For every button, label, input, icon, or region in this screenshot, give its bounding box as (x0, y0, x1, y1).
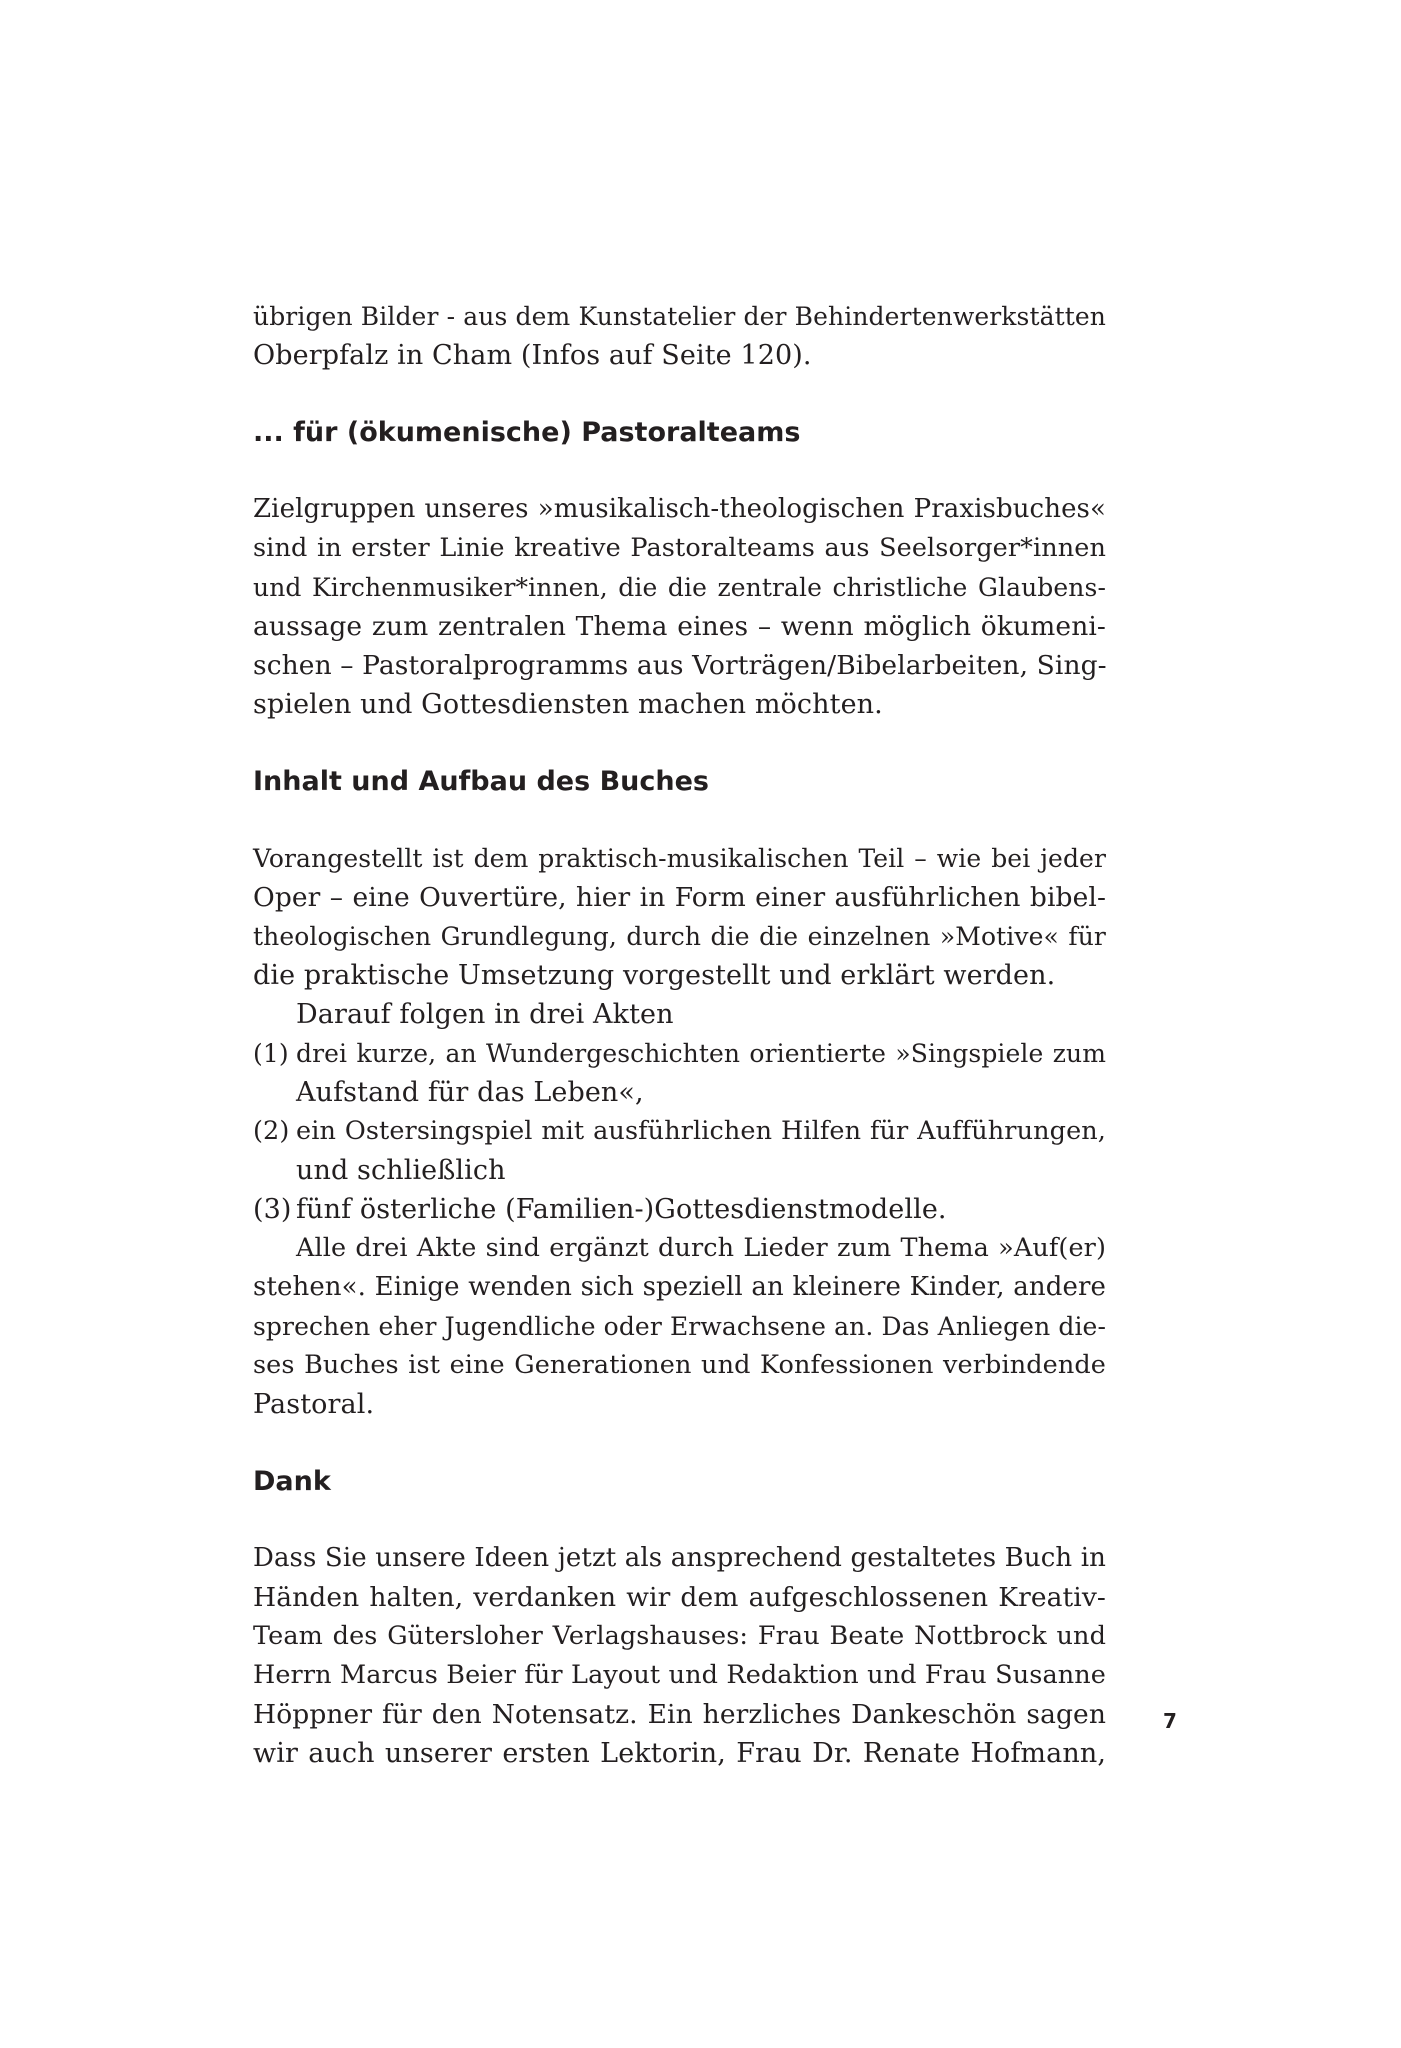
body-line: Team des Gütersloher Verlagshauses: Frau Beate Nottbrock und (253, 1621, 1106, 1651)
section-heading-pastoralteams: ... für (ökumenische) Pastoralteams (253, 417, 801, 448)
body-line: Herrn Marcus Beier für Layout und Redaktion und Frau Susanne (253, 1660, 1106, 1690)
body-line: wir auch unserer ersten Lektorin, Frau Dr. Renate Hofmann, (253, 1738, 1106, 1769)
body-line: spielen und Gottesdiensten machen möchten. (253, 689, 883, 720)
body-line: Alle drei Akte sind ergänzt durch Lieder zum Thema »Auf(er) (296, 1233, 1106, 1263)
list-intro: Darauf folgen in drei Akten (296, 999, 674, 1030)
body-line: Vorangestellt ist dem praktisch-musikalischen Teil – wie bei jeder (253, 844, 1106, 873)
section-heading-inhalt: Inhalt und Aufbau des Buches (253, 766, 709, 797)
section-heading-dank: Dank (253, 1466, 331, 1497)
list-number: (1) (253, 1039, 289, 1068)
body-line: Zielgruppen unseres »musikalisch-theologischen Praxisbuches« (253, 494, 1106, 524)
body-line: Oper – eine Ouvertüre, hier in Form einer ausführlichen bibel- (253, 882, 1106, 913)
list-item-continuation: Aufstand für das Leben«, (296, 1077, 644, 1108)
body-line: Pastoral. (253, 1389, 375, 1420)
body-line: und Kirchenmusiker*innen, die die zentrale christliche Glaubens- (253, 573, 1106, 602)
body-line: schen – Pastoralprogramms aus Vorträgen/Bibelarbeiten, Sing- (253, 650, 1107, 681)
body-line: stehen«. Einige wenden sich speziell an kleinere Kinder, andere (253, 1272, 1106, 1302)
page-body (253, 297, 1106, 1773)
body-line: ses Buches ist eine Generationen und Konfessionen verbindende (253, 1350, 1106, 1380)
list-item-continuation: und schließlich (296, 1155, 506, 1186)
body-line: übrigen Bilder - aus dem Kunstatelier der Behindertenwerkstätten (253, 302, 1106, 331)
list-number: (3) (253, 1194, 292, 1225)
list-number: (2) (253, 1116, 290, 1146)
list-item-2 (253, 1112, 1106, 1151)
body-line: theologischen Grundlegung, durch die die einzelnen »Motive« für (253, 922, 1106, 951)
body-line: Höppner für den Notensatz. Ein herzliches Dankeschön sagen (253, 1699, 1106, 1730)
body-line: sind in erster Linie kreative Pastoralteams aus Seelsorger*innen (253, 533, 1106, 563)
body-line: Dass Sie unsere Ideen jetzt als ansprechend gestaltetes Buch in (253, 1543, 1106, 1573)
list-item-text: drei kurze, an Wundergeschichten orientierte »Singspiele zum (296, 1039, 1106, 1068)
list-item-3 (253, 1190, 1106, 1229)
body-line: aussage zum zentralen Thema eines – wenn möglich ökumeni- (253, 611, 1106, 642)
list-item-text: ein Ostersingspiel mit ausführlichen Hilfen für Aufführungen, (296, 1116, 1106, 1146)
body-line: Händen halten, verdanken wir dem aufgeschlossenen Kreativ- (253, 1582, 1106, 1613)
list-item-1 (253, 1034, 1106, 1073)
list-item-text: fünf österliche (Familien-)Gottesdienstmodelle. (296, 1194, 947, 1225)
body-line: sprechen eher Jugendliche oder Erwachsene an. Das Anliegen die- (253, 1312, 1106, 1341)
body-line: Oberpfalz in Cham (Infos auf Seite 120). (253, 340, 812, 371)
body-line: die praktische Umsetzung vorgestellt und erklärt werden. (253, 960, 1056, 991)
page-number: 7 (1163, 1709, 1177, 1733)
